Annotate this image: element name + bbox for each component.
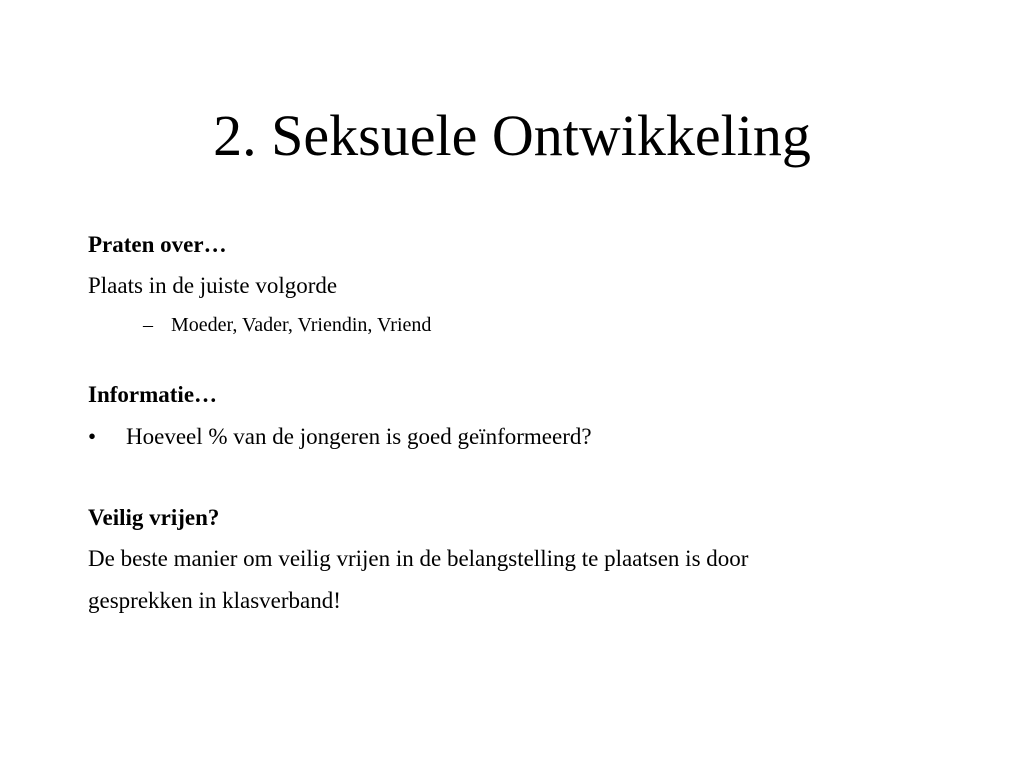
section-heading-veilig-vrijen: Veilig vrijen?: [88, 505, 220, 530]
sub-list-item: [143, 305, 431, 345]
bullet-list-item-text: Hoeveel % van de jongeren is goed geïnformeerd?: [126, 424, 592, 449]
section-heading-praten-over: Praten over…: [88, 232, 227, 257]
bullet-marker: •: [88, 424, 97, 449]
sub-list-item-text: Moeder, Vader, Vriendin, Vriend: [171, 314, 432, 336]
dash-marker: –: [143, 314, 153, 336]
section-heading-informatie: Informatie…: [88, 382, 218, 407]
bullet-list-item: [88, 417, 592, 457]
paragraph-line-1: De beste manier om veilig vrijen in de belangstelling te plaatsen is door: [88, 546, 749, 571]
paragraph-line-2: gesprekken in klasverband!: [88, 588, 341, 613]
instruction-text: Plaats in de juiste volgorde: [88, 273, 338, 298]
slide-title: 2. Seksuele Ontwikkeling: [213, 103, 811, 168]
